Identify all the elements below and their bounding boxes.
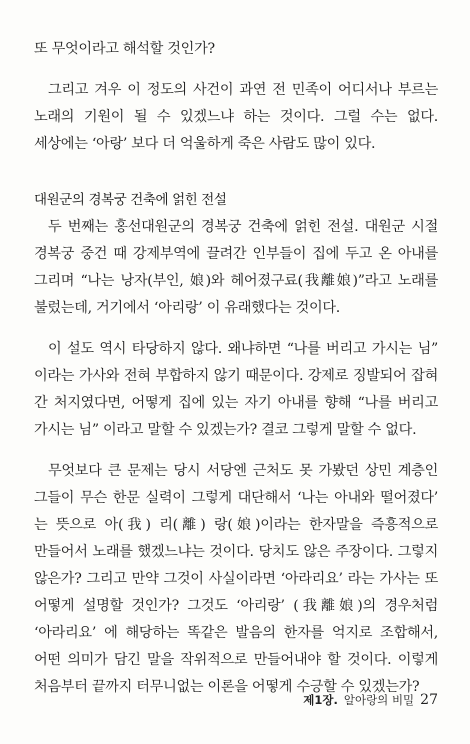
paragraph: 무엇보다 큰 문제는 당시 서당엔 근처도 못 가봤던 상민 계층인 그들이 무슨 한문 실력이 그렇게 대단해서 ‘나는 아내와 떨어졌다’ 는 뜻으로 아(我) 리(離) 랑(娘)이라는 한자말을 즉흥적으로 만들어서 노래를 했겠느냐는 것이다. 당치도 않은 주장이다. 그렇지 않은가? 그리고 만약 그것이 사실이라면 ‘아라리요’ 라는 가사는 또 어떻게 설명할 것인가? 그것도 ‘아리랑’ (我離娘)의 경우처럼 ‘아라리요’ 에 해당하는 똑같은 발음의 한자를 억지로 조합해서, 어떤 의미가 담긴 말을 작위적으로 만들어내야 할 것이다. 이렇게 처음부터 끝까지 터무니없는 이론을 어떻게 수긍할 수 있겠는가? <box>34 463 438 695</box>
page-footer <box>303 692 438 708</box>
page-number: 27 <box>420 692 438 708</box>
page-body <box>34 36 438 701</box>
paragraph: 두 번째는 홍선대원군의 경복궁 건축에 얽힌 전설. 대원군 시절 경복궁 중건 때 강제부역에 끌려간 인부들이 집에 두고 온 아내를 그리며 “나는 낭자(부인, 娘)와 헤어졌구료(我離娘)”라고 노래를 불렀는데, 거기에서 ‘아리랑’ 이 유래했다는 것이다. <box>34 219 438 316</box>
paragraph: 이 설도 역시 타당하지 않다. 왜냐하면 “나를 버리고 가시는 님” 이라는 가사와 전혀 부합하지 않기 때문이다. 강제로 징발되어 잡혀 간 처지였다면, 어떻게 집에 있는 자기 아내를 향해 “나를 버리고 가시는 님” 이라고 말할 수 있겠는가? 결코 그렇게 말할 수 없다. <box>34 341 438 438</box>
chapter-title: 알아랑의 비밀 <box>343 693 415 707</box>
paragraph: 그리고 겨우 이 정도의 사건이 과연 전 민족이 어디서나 부르는 노래의 기원이 될 수 있겠느냐 하는 것이다. 그럴 수는 없다. 세상에는 ‘아랑’ 보다 더 억울하게 죽은 사람도 많이 있다. <box>34 82 438 152</box>
section-heading: 대원군의 경복궁 건축에 얽힌 전설 <box>34 192 227 208</box>
paragraph: 또 무엇이라고 해석할 것인가? <box>34 41 215 57</box>
chapter-label: 제1장. <box>303 693 338 707</box>
